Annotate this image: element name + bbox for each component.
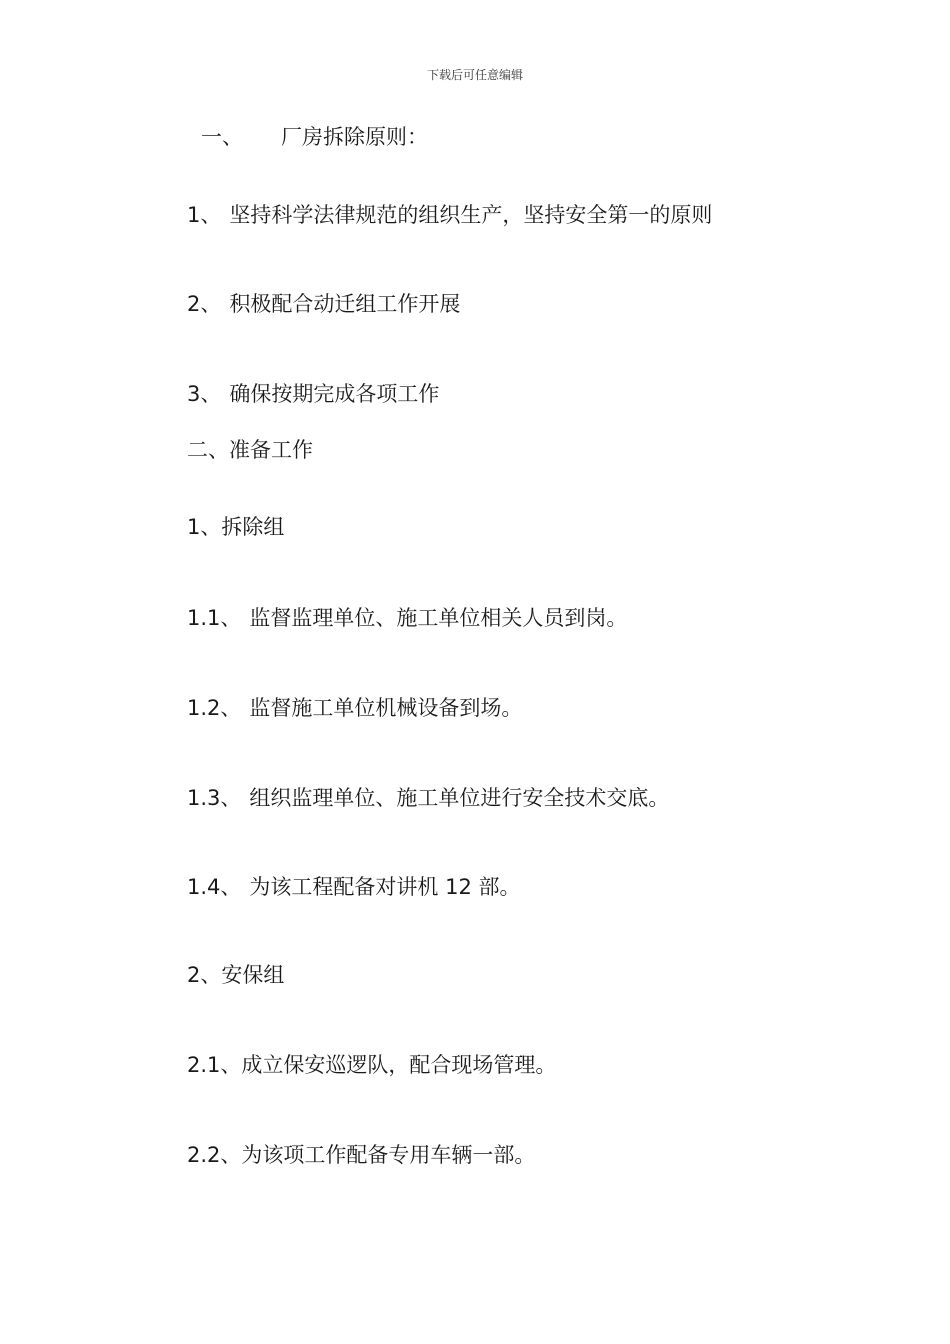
item-number: 1.1、 <box>187 606 242 630</box>
principle-item-2 <box>187 290 460 318</box>
group1-item-4 <box>187 873 520 901</box>
section1-number: 一、 <box>201 125 243 149</box>
item-number: 1.2、 <box>187 696 242 720</box>
principle-text: 确保按期完成各项工作 <box>229 382 440 406</box>
principle-number: 1、 <box>187 203 222 227</box>
principle-number: 3、 <box>187 382 222 406</box>
group1-item-2 <box>187 694 522 722</box>
section2-heading: 二、准备工作 <box>187 438 313 462</box>
group2-item-2: 2.2、为该项工作配备专用车辆一部。 <box>187 1143 536 1167</box>
item-text: 组织监理单位、施工单位进行安全技术交底。 <box>249 786 670 810</box>
item-number: 1.3、 <box>187 786 242 810</box>
principle-item-1 <box>187 201 712 229</box>
item-number: 1.4、 <box>187 875 242 899</box>
page-header: 下载后可任意编辑 <box>426 68 523 82</box>
item-text: 监督监理单位、施工单位相关人员到岗。 <box>249 606 628 630</box>
item-text: 监督施工单位机械设备到场。 <box>249 696 523 720</box>
item-text: 为该工程配备对讲机 12 部。 <box>249 875 521 899</box>
group2-item-1: 2.1、成立保安巡逻队，配合现场管理。 <box>187 1053 557 1077</box>
section1-title: 厂房拆除原则： <box>281 125 428 149</box>
group1-heading: 1、拆除组 <box>187 515 285 539</box>
principle-item-3 <box>187 380 439 408</box>
principle-text: 坚持科学法律规范的组织生产，坚持安全第一的原则 <box>229 203 713 227</box>
section1-heading <box>201 123 428 151</box>
principle-number: 2、 <box>187 292 222 316</box>
group2-heading: 2、安保组 <box>187 963 285 987</box>
principle-text: 积极配合动迁组工作开展 <box>229 292 461 316</box>
group1-item-1 <box>187 604 627 632</box>
group1-item-3 <box>187 784 669 812</box>
